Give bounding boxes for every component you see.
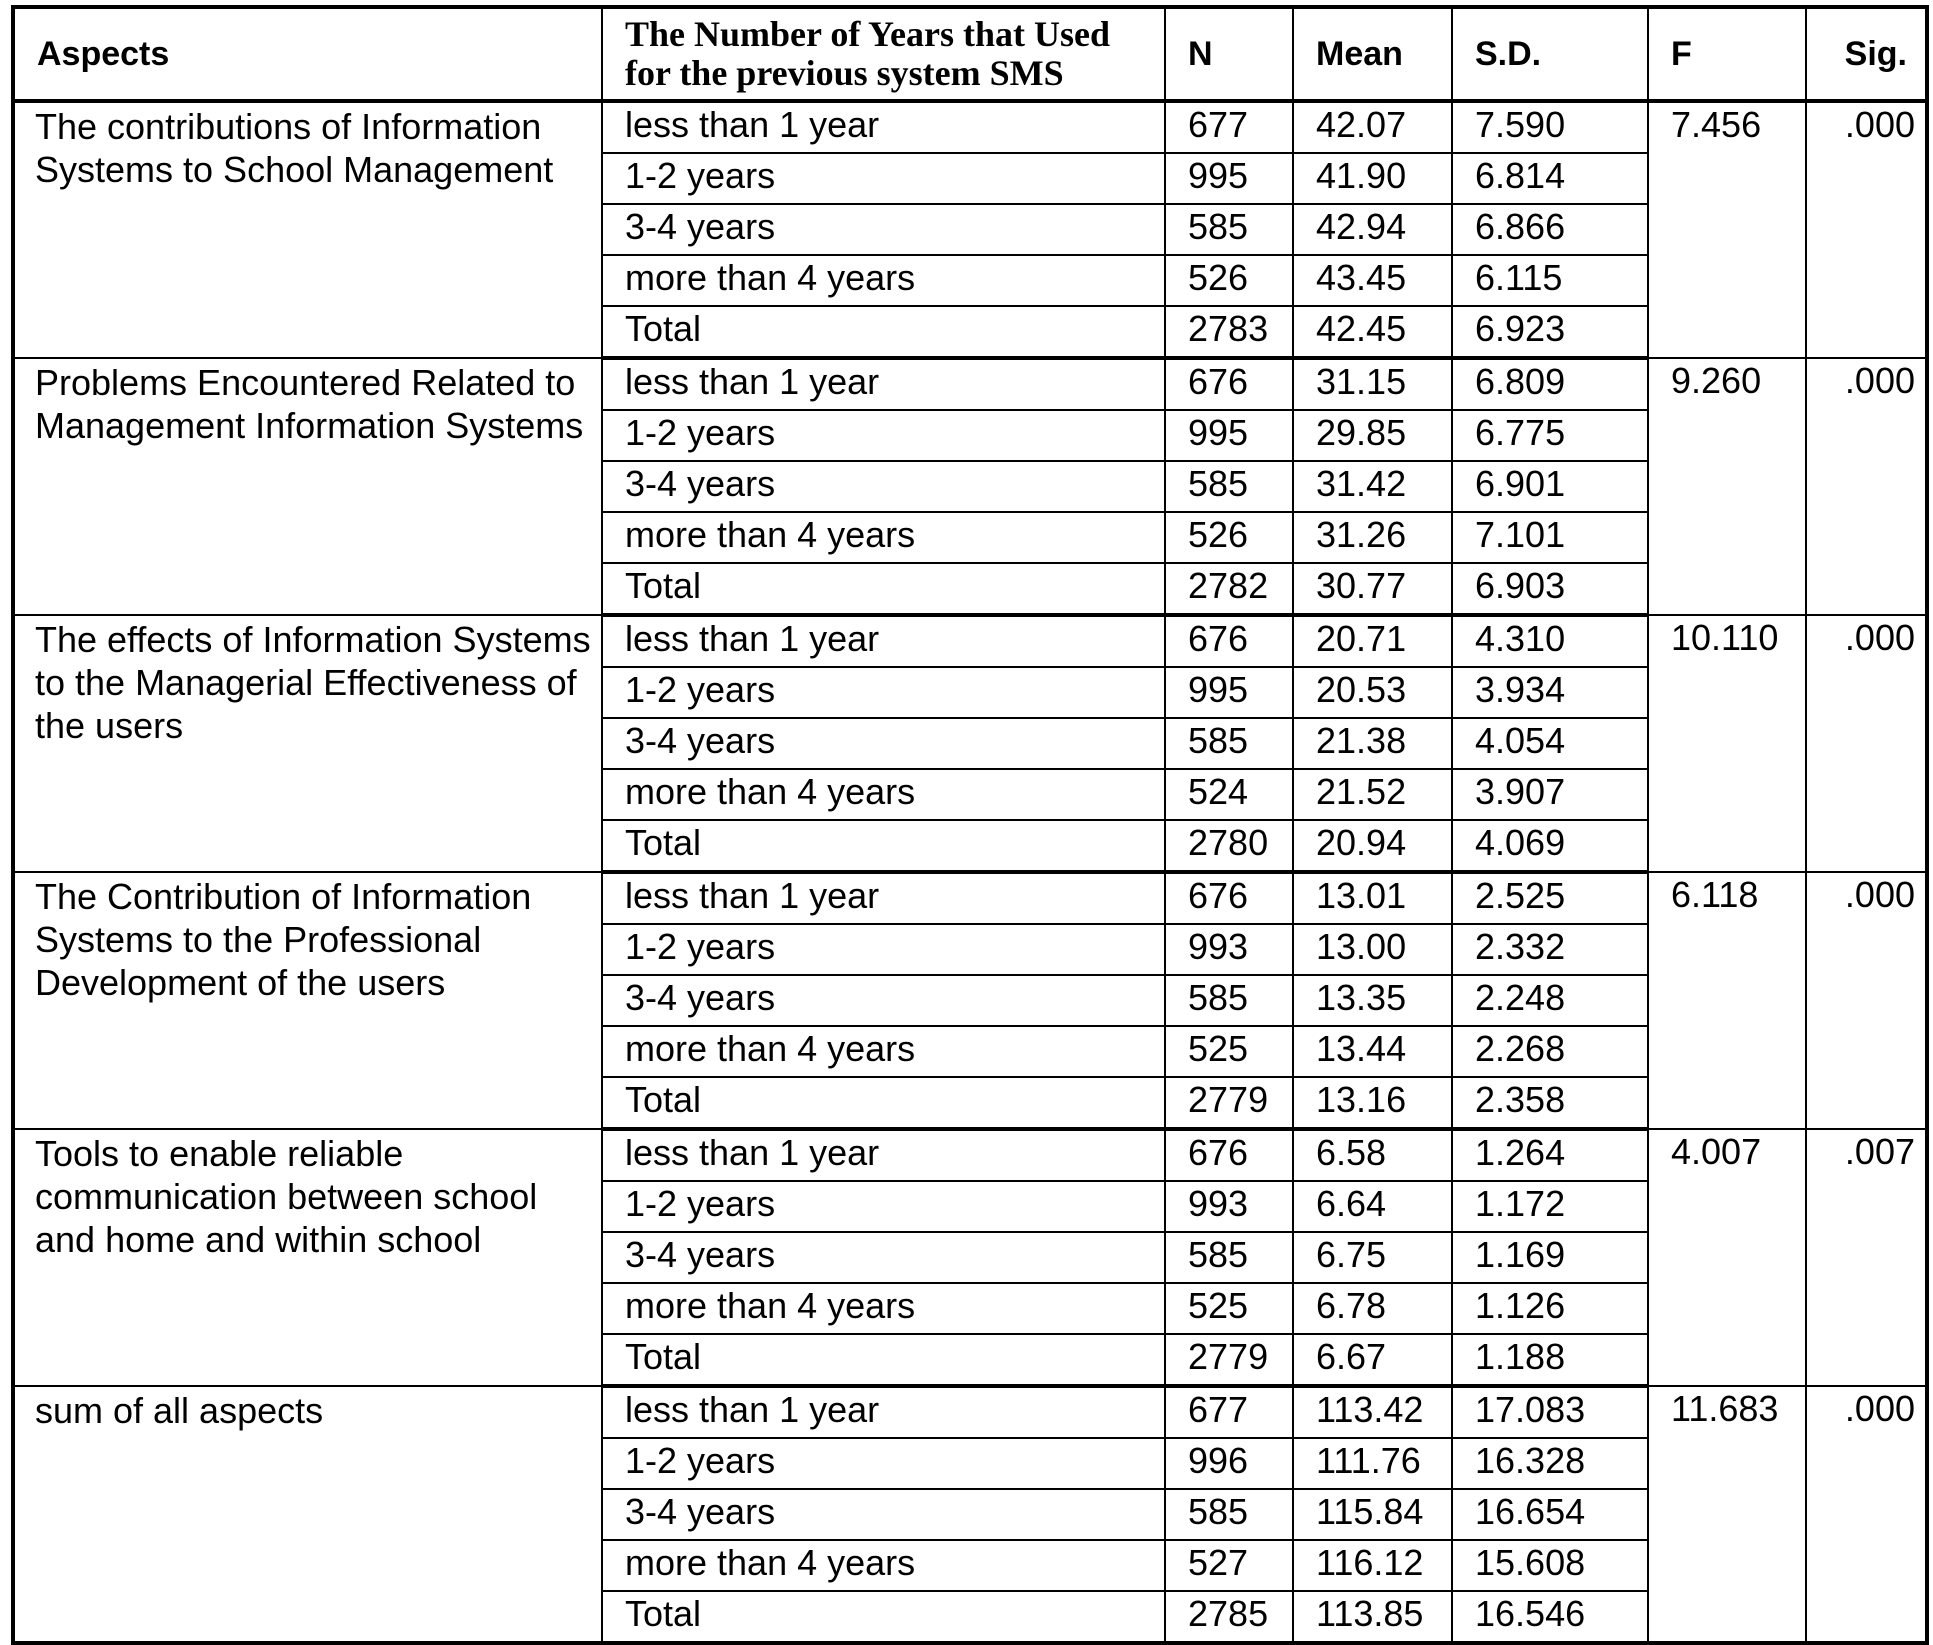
header-row: [13, 7, 1927, 101]
n-cell: 676: [1165, 358, 1293, 410]
n-cell: 676: [1165, 615, 1293, 667]
years-cell: 3-4 years: [602, 1489, 1165, 1540]
mean-cell: 6.64: [1293, 1181, 1452, 1232]
table-body: [13, 101, 1927, 1643]
years-cell: 1-2 years: [602, 1181, 1165, 1232]
years-cell: 3-4 years: [602, 975, 1165, 1026]
n-cell: 585: [1165, 1489, 1293, 1540]
sd-cell: 7.590: [1452, 101, 1648, 153]
mean-cell: 116.12: [1293, 1540, 1452, 1591]
sd-cell: 2.248: [1452, 975, 1648, 1026]
sd-cell: 2.332: [1452, 924, 1648, 975]
table-row: [13, 1386, 1927, 1438]
aspect-cell: Problems Encountered Related to Management Information Systems: [13, 358, 602, 615]
sig-value-cell: .000: [1806, 358, 1927, 615]
years-cell: more than 4 years: [602, 769, 1165, 820]
n-cell: 526: [1165, 255, 1293, 306]
mean-cell: 13.00: [1293, 924, 1452, 975]
f-value-cell: 9.260: [1648, 358, 1806, 615]
years-cell: 1-2 years: [602, 1438, 1165, 1489]
header-aspects: Aspects: [13, 7, 602, 101]
aspect-cell: The effects of Information Systems to the Managerial Effectiveness of the users: [13, 615, 602, 872]
years-cell: 3-4 years: [602, 1232, 1165, 1283]
mean-cell: 31.26: [1293, 512, 1452, 563]
aspect-cell: Tools to enable reliable communication between school and home and within school: [13, 1129, 602, 1386]
sig-value-cell: .007: [1806, 1129, 1927, 1386]
n-cell: 2779: [1165, 1334, 1293, 1386]
n-cell: 676: [1165, 1129, 1293, 1181]
n-cell: 993: [1165, 1181, 1293, 1232]
years-cell: more than 4 years: [602, 1283, 1165, 1334]
sd-cell: 16.328: [1452, 1438, 1648, 1489]
aspect-cell: The Contribution of Information Systems to the Professional Development of the users: [13, 872, 602, 1129]
sig-value-cell: .000: [1806, 615, 1927, 872]
sd-cell: 6.775: [1452, 410, 1648, 461]
sd-cell: 1.169: [1452, 1232, 1648, 1283]
mean-cell: 113.42: [1293, 1386, 1452, 1438]
table-row: [13, 358, 1927, 410]
years-cell: less than 1 year: [602, 1129, 1165, 1181]
sig-value-cell: .000: [1806, 1386, 1927, 1643]
sd-cell: 6.809: [1452, 358, 1648, 410]
years-cell: 1-2 years: [602, 153, 1165, 204]
sd-cell: 17.083: [1452, 1386, 1648, 1438]
mean-cell: 31.42: [1293, 461, 1452, 512]
sd-cell: 4.069: [1452, 820, 1648, 872]
sd-cell: 6.901: [1452, 461, 1648, 512]
years-cell: less than 1 year: [602, 1386, 1165, 1438]
mean-cell: 6.75: [1293, 1232, 1452, 1283]
sd-cell: 6.903: [1452, 563, 1648, 615]
years-cell: more than 4 years: [602, 255, 1165, 306]
f-value-cell: 6.118: [1648, 872, 1806, 1129]
sd-cell: 2.358: [1452, 1077, 1648, 1129]
n-cell: 585: [1165, 1232, 1293, 1283]
sd-cell: 15.608: [1452, 1540, 1648, 1591]
years-cell: less than 1 year: [602, 101, 1165, 153]
years-cell: Total: [602, 1077, 1165, 1129]
mean-cell: 13.01: [1293, 872, 1452, 924]
f-value-cell: 10.110: [1648, 615, 1806, 872]
mean-cell: 113.85: [1293, 1591, 1452, 1643]
n-cell: 585: [1165, 204, 1293, 255]
header-n: N: [1165, 7, 1293, 101]
mean-cell: 30.77: [1293, 563, 1452, 615]
sd-cell: 6.923: [1452, 306, 1648, 358]
sd-cell: 6.115: [1452, 255, 1648, 306]
aspect-cell: The contributions of Information Systems to School Management: [13, 101, 602, 358]
sig-value-cell: .000: [1806, 101, 1927, 358]
sd-cell: 3.934: [1452, 667, 1648, 718]
years-cell: Total: [602, 1334, 1165, 1386]
sd-cell: 2.268: [1452, 1026, 1648, 1077]
aspect-cell: sum of all aspects: [13, 1386, 602, 1643]
header-f: F: [1648, 7, 1806, 101]
n-cell: 676: [1165, 872, 1293, 924]
sd-cell: 1.126: [1452, 1283, 1648, 1334]
years-cell: 1-2 years: [602, 667, 1165, 718]
mean-cell: 42.07: [1293, 101, 1452, 153]
header-mean: Mean: [1293, 7, 1452, 101]
f-value-cell: 7.456: [1648, 101, 1806, 358]
sd-cell: 6.814: [1452, 153, 1648, 204]
n-cell: 2779: [1165, 1077, 1293, 1129]
n-cell: 2785: [1165, 1591, 1293, 1643]
sd-cell: 16.654: [1452, 1489, 1648, 1540]
years-cell: Total: [602, 1591, 1165, 1643]
n-cell: 993: [1165, 924, 1293, 975]
n-cell: 585: [1165, 718, 1293, 769]
n-cell: 2782: [1165, 563, 1293, 615]
sd-cell: 16.546: [1452, 1591, 1648, 1643]
years-cell: Total: [602, 306, 1165, 358]
table-row: [13, 615, 1927, 667]
mean-cell: 20.94: [1293, 820, 1452, 872]
mean-cell: 31.15: [1293, 358, 1452, 410]
mean-cell: 21.52: [1293, 769, 1452, 820]
mean-cell: 42.94: [1293, 204, 1452, 255]
n-cell: 526: [1165, 512, 1293, 563]
n-cell: 525: [1165, 1283, 1293, 1334]
sd-cell: 7.101: [1452, 512, 1648, 563]
years-cell: Total: [602, 820, 1165, 872]
years-cell: less than 1 year: [602, 615, 1165, 667]
n-cell: 525: [1165, 1026, 1293, 1077]
years-cell: more than 4 years: [602, 1026, 1165, 1077]
years-cell: 1-2 years: [602, 924, 1165, 975]
f-value-cell: 11.683: [1648, 1386, 1806, 1643]
n-cell: 677: [1165, 101, 1293, 153]
n-cell: 2780: [1165, 820, 1293, 872]
n-cell: 995: [1165, 667, 1293, 718]
anova-table: [11, 5, 1929, 1645]
years-cell: more than 4 years: [602, 512, 1165, 563]
sd-cell: 2.525: [1452, 872, 1648, 924]
mean-cell: 13.16: [1293, 1077, 1452, 1129]
header-sig: Sig.: [1806, 7, 1927, 101]
sd-cell: 6.866: [1452, 204, 1648, 255]
years-cell: more than 4 years: [602, 1540, 1165, 1591]
mean-cell: 6.67: [1293, 1334, 1452, 1386]
n-cell: 585: [1165, 975, 1293, 1026]
sd-cell: 4.310: [1452, 615, 1648, 667]
mean-cell: 41.90: [1293, 153, 1452, 204]
mean-cell: 13.44: [1293, 1026, 1452, 1077]
table-header: [13, 7, 1927, 101]
years-cell: 3-4 years: [602, 461, 1165, 512]
n-cell: 524: [1165, 769, 1293, 820]
n-cell: 527: [1165, 1540, 1293, 1591]
mean-cell: 6.78: [1293, 1283, 1452, 1334]
sd-cell: 3.907: [1452, 769, 1648, 820]
sig-value-cell: .000: [1806, 872, 1927, 1129]
mean-cell: 20.71: [1293, 615, 1452, 667]
mean-cell: 43.45: [1293, 255, 1452, 306]
header-years: The Number of Years that Used for the previous system SMS: [602, 7, 1165, 101]
mean-cell: 13.35: [1293, 975, 1452, 1026]
years-cell: Total: [602, 563, 1165, 615]
header-sd: S.D.: [1452, 7, 1648, 101]
years-cell: 3-4 years: [602, 718, 1165, 769]
n-cell: 585: [1165, 461, 1293, 512]
mean-cell: 115.84: [1293, 1489, 1452, 1540]
sd-cell: 1.188: [1452, 1334, 1648, 1386]
mean-cell: 111.76: [1293, 1438, 1452, 1489]
sd-cell: 1.172: [1452, 1181, 1648, 1232]
sd-cell: 4.054: [1452, 718, 1648, 769]
n-cell: 995: [1165, 153, 1293, 204]
table-row: [13, 1129, 1927, 1181]
years-cell: 1-2 years: [602, 410, 1165, 461]
n-cell: 995: [1165, 410, 1293, 461]
years-cell: 3-4 years: [602, 204, 1165, 255]
n-cell: 677: [1165, 1386, 1293, 1438]
mean-cell: 21.38: [1293, 718, 1452, 769]
years-cell: less than 1 year: [602, 872, 1165, 924]
table-row: [13, 872, 1927, 924]
table-row: [13, 101, 1927, 153]
n-cell: 2783: [1165, 306, 1293, 358]
sd-cell: 1.264: [1452, 1129, 1648, 1181]
mean-cell: 29.85: [1293, 410, 1452, 461]
mean-cell: 42.45: [1293, 306, 1452, 358]
years-cell: less than 1 year: [602, 358, 1165, 410]
f-value-cell: 4.007: [1648, 1129, 1806, 1386]
n-cell: 996: [1165, 1438, 1293, 1489]
mean-cell: 20.53: [1293, 667, 1452, 718]
mean-cell: 6.58: [1293, 1129, 1452, 1181]
